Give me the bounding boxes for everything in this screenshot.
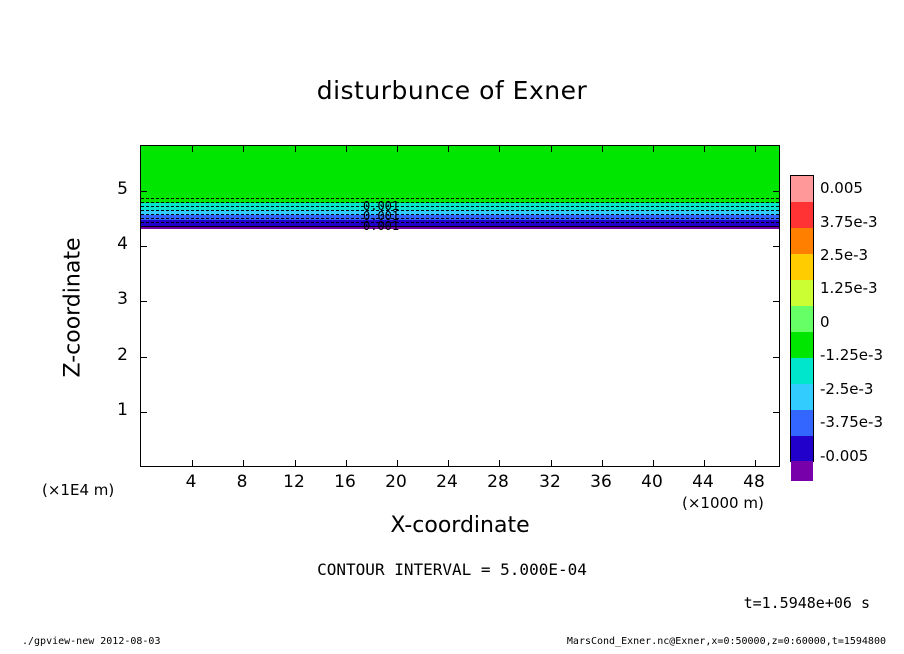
colorbar-cell bbox=[791, 228, 813, 254]
contour-label: 0.001 bbox=[363, 209, 400, 223]
colorbar-tick-label: 1.25e-3 bbox=[820, 279, 878, 297]
x-tick-label: 4 bbox=[185, 472, 197, 492]
contour-label: 0.001 bbox=[363, 219, 400, 233]
contour-line bbox=[141, 222, 779, 223]
colorbar-cell bbox=[791, 306, 813, 332]
y-tick-right bbox=[773, 412, 779, 413]
x-tick-top bbox=[551, 146, 552, 152]
y-tick-label: 5 bbox=[117, 179, 128, 199]
y-tick bbox=[141, 301, 147, 302]
x-tick-top bbox=[755, 146, 756, 152]
x-tick-top bbox=[295, 146, 296, 152]
y-tick-right bbox=[773, 301, 779, 302]
colorbar-cell bbox=[791, 384, 813, 410]
colorbar-tick-label: 0.005 bbox=[820, 179, 863, 197]
colorbar-cell bbox=[791, 176, 813, 202]
plot-area bbox=[140, 145, 780, 467]
x-tick-label: 20 bbox=[385, 472, 407, 492]
y-axis-units: (×1E4 m) bbox=[42, 481, 115, 499]
x-tick bbox=[499, 460, 500, 466]
x-axis-units: (×1000 m) bbox=[682, 494, 764, 512]
y-tick-label: 2 bbox=[117, 345, 128, 365]
y-tick-right bbox=[773, 246, 779, 247]
colorbar-tick-label: 0 bbox=[820, 313, 830, 331]
y-axis-title: Z-coordinate bbox=[60, 237, 86, 378]
x-tick-label: 24 bbox=[436, 472, 458, 492]
x-tick-top bbox=[653, 146, 654, 152]
x-tick bbox=[551, 460, 552, 466]
y-tick-label: 4 bbox=[117, 234, 128, 254]
contour-interval-label: CONTOUR INTERVAL = 5.000E-04 bbox=[317, 560, 587, 579]
x-tick-label: 48 bbox=[743, 472, 765, 492]
page-title: disturbunce of Exner bbox=[316, 76, 588, 105]
x-tick-label: 12 bbox=[283, 472, 305, 492]
x-axis-title: X-coordinate bbox=[390, 513, 530, 538]
contour-line bbox=[141, 198, 779, 199]
x-tick-label: 40 bbox=[641, 472, 663, 492]
colorbar-cell bbox=[791, 461, 813, 481]
y-tick-right bbox=[773, 191, 779, 192]
x-tick-top bbox=[397, 146, 398, 152]
colorbar-tick-label: -1.25e-3 bbox=[820, 346, 883, 364]
x-tick bbox=[448, 460, 449, 466]
colorbar-cell bbox=[791, 436, 813, 461]
x-tick bbox=[346, 460, 347, 466]
colorbar-tick-label: -2.5e-3 bbox=[820, 380, 874, 398]
y-tick bbox=[141, 412, 147, 413]
x-tick bbox=[243, 460, 244, 466]
colorbar-cell bbox=[791, 280, 813, 306]
contour-line bbox=[141, 202, 779, 203]
colorbar-tick-label: 2.5e-3 bbox=[820, 246, 869, 264]
x-tick bbox=[704, 460, 705, 466]
contour-line bbox=[141, 206, 779, 207]
footer-right-text: MarsCond_Exner.nc@Exner,x=0:50000,z=0:60000,t=1594800 bbox=[566, 636, 886, 647]
y-tick-label: 3 bbox=[117, 289, 128, 309]
field-band-green bbox=[141, 146, 779, 203]
x-tick-top bbox=[704, 146, 705, 152]
x-tick-top bbox=[346, 146, 347, 152]
field-band-white bbox=[141, 229, 779, 467]
x-tick bbox=[653, 460, 654, 466]
x-tick-label: 36 bbox=[590, 472, 612, 492]
x-tick-label: 28 bbox=[487, 472, 509, 492]
contour-line bbox=[141, 226, 779, 227]
time-label: t=1.5948e+06 s bbox=[743, 594, 870, 612]
x-tick-label: 8 bbox=[236, 472, 248, 492]
footer-left-text: ./gpview-new 2012-08-03 bbox=[22, 636, 161, 647]
colorbar bbox=[790, 175, 814, 462]
colorbar-tick-label: -3.75e-3 bbox=[820, 413, 883, 431]
x-tick-top bbox=[499, 146, 500, 152]
colorbar-cell bbox=[791, 202, 813, 228]
x-tick bbox=[602, 460, 603, 466]
x-tick-top bbox=[602, 146, 603, 152]
colorbar-tick-label: 3.75e-3 bbox=[820, 213, 878, 231]
contour-label: 0.001 bbox=[363, 199, 400, 213]
contour-line bbox=[141, 214, 779, 215]
x-tick-label: 32 bbox=[539, 472, 561, 492]
colorbar-cell bbox=[791, 254, 813, 280]
x-tick-label: 44 bbox=[692, 472, 714, 492]
contour-line bbox=[141, 210, 779, 211]
x-tick bbox=[397, 460, 398, 466]
x-tick-top bbox=[448, 146, 449, 152]
colorbar-cell bbox=[791, 332, 813, 358]
contour-line bbox=[141, 218, 779, 219]
y-tick-right bbox=[773, 357, 779, 358]
colorbar-cell bbox=[791, 410, 813, 436]
colorbar-tick-label: -0.005 bbox=[820, 447, 869, 465]
x-tick bbox=[755, 460, 756, 466]
y-tick-label: 1 bbox=[117, 400, 128, 420]
colorbar-cell bbox=[791, 358, 813, 384]
y-tick bbox=[141, 357, 147, 358]
y-tick bbox=[141, 191, 147, 192]
x-tick bbox=[295, 460, 296, 466]
x-tick-top bbox=[243, 146, 244, 152]
x-tick bbox=[192, 460, 193, 466]
y-tick bbox=[141, 246, 147, 247]
x-tick-label: 16 bbox=[334, 472, 356, 492]
x-tick-top bbox=[192, 146, 193, 152]
